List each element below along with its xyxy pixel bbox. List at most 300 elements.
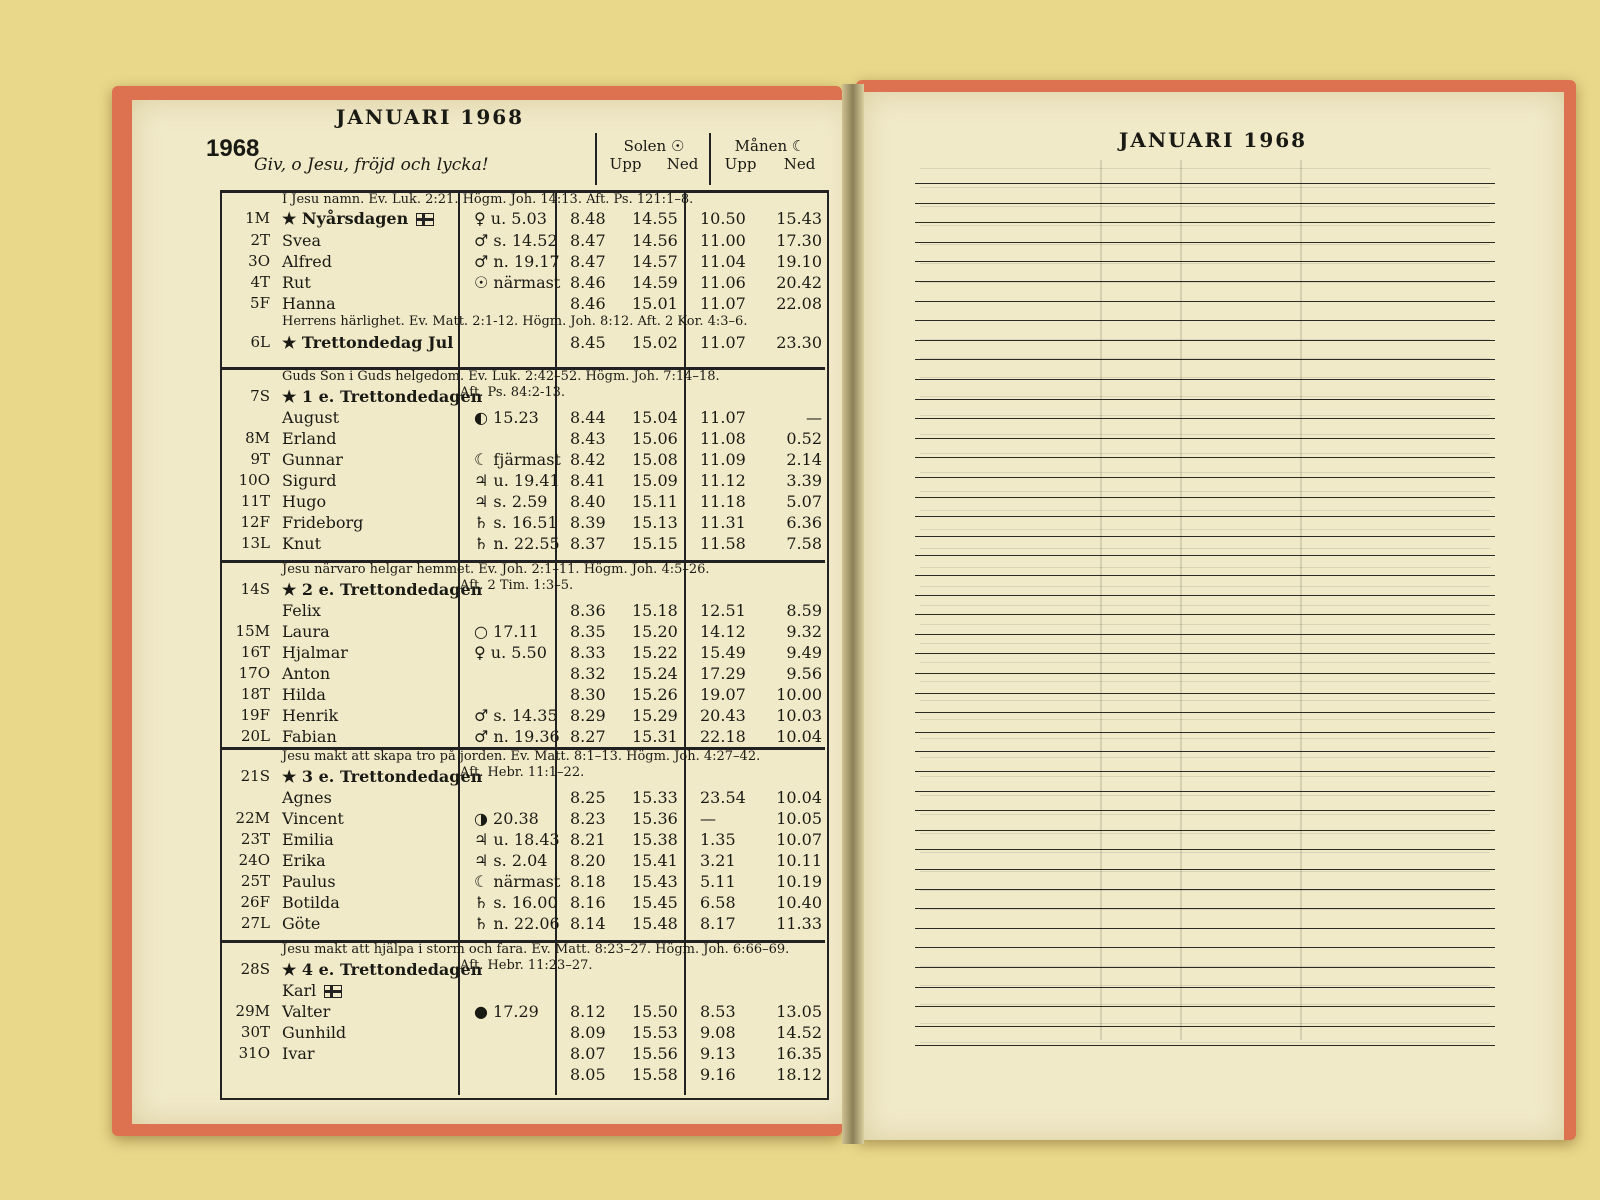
calendar-row xyxy=(220,1043,825,1064)
day-label: 31O xyxy=(238,1044,270,1062)
ruled-line xyxy=(915,751,1495,752)
moonset: 10.40 xyxy=(776,893,822,912)
ruled-line xyxy=(915,712,1495,713)
moonrise: 11.09 xyxy=(700,450,746,469)
sunrise: 8.05 xyxy=(570,1065,606,1084)
name-day: Fabian xyxy=(282,727,337,746)
calendar-row xyxy=(220,1064,825,1085)
ruled-line xyxy=(915,889,1495,890)
name-day: Hilda xyxy=(282,685,326,704)
moonrise: 14.12 xyxy=(700,622,746,641)
ruled-line xyxy=(915,457,1495,458)
sunrise: 8.16 xyxy=(570,893,606,912)
calendar-left xyxy=(206,105,830,1095)
day-label: 24O xyxy=(238,851,270,869)
moonrise: 5.11 xyxy=(700,872,736,891)
name-day: Hugo xyxy=(282,492,327,511)
ruled-line xyxy=(915,261,1495,262)
calendar-row xyxy=(220,913,825,934)
astro-event: ♂ n. 19.36 xyxy=(474,727,560,746)
day-label: 28S xyxy=(240,960,270,978)
day-label: 27L xyxy=(240,914,270,932)
moonrise: 9.13 xyxy=(700,1044,736,1063)
sunrise: 8.09 xyxy=(570,1023,606,1042)
sunrise: 8.33 xyxy=(570,643,606,662)
calendar-row xyxy=(220,230,825,251)
moonset: 8.59 xyxy=(786,601,822,620)
sunrise: 8.30 xyxy=(570,685,606,704)
moonrise: 8.17 xyxy=(700,914,736,933)
name-day: Anton xyxy=(282,664,331,683)
moonset: 9.49 xyxy=(786,643,822,662)
name-day: ★ 4 e. Trettondedagen xyxy=(282,960,483,979)
year-label: 1968 xyxy=(206,135,260,162)
ruled-line xyxy=(915,673,1495,674)
day-label: 5F xyxy=(250,294,270,312)
ruled-line xyxy=(915,575,1495,576)
sunrise: 8.48 xyxy=(570,209,606,228)
calendar-row xyxy=(220,808,825,829)
ruled-line xyxy=(915,359,1495,360)
name-day: ★ Nyårsdagen xyxy=(282,208,434,229)
astro-event: ♃ s. 2.59 xyxy=(474,492,548,511)
name-day: Botilda xyxy=(282,893,340,912)
sunset: 15.18 xyxy=(632,601,678,620)
day-label: 4T xyxy=(250,273,270,291)
astro-event: ♂ s. 14.35 xyxy=(474,706,558,725)
ruled-line xyxy=(915,203,1495,204)
ruled-line xyxy=(915,340,1495,341)
day-label: 1M xyxy=(245,209,270,227)
day-label: 18T xyxy=(240,685,270,703)
moonset: 6.36 xyxy=(786,513,822,532)
ruled-line xyxy=(915,693,1495,694)
book-gutter xyxy=(842,84,864,1144)
sunset: 15.20 xyxy=(632,622,678,641)
moonrise: 15.49 xyxy=(700,643,746,662)
sunrise: 8.07 xyxy=(570,1044,606,1063)
moonrise: 11.04 xyxy=(700,252,746,271)
ruled-line xyxy=(915,830,1495,831)
moonrise: 11.08 xyxy=(700,429,746,448)
day-label: 9T xyxy=(250,450,270,468)
motto: Giv, o Jesu, fröjd och lycka! xyxy=(254,155,489,175)
ruled-line xyxy=(915,222,1495,223)
calendar-row xyxy=(220,663,825,684)
ruled-line xyxy=(915,908,1495,909)
moonset: 2.14 xyxy=(786,450,822,469)
astro-event: ○ 17.11 xyxy=(474,622,539,641)
sunset: 15.58 xyxy=(632,1065,678,1084)
day-label: 12F xyxy=(240,513,270,531)
moonset: 16.35 xyxy=(776,1044,822,1063)
moonrise: 11.07 xyxy=(700,294,746,313)
ruled-line xyxy=(915,242,1495,243)
moonrise: 11.07 xyxy=(700,333,746,352)
name-day: Gunnar xyxy=(282,450,343,469)
calendar-row xyxy=(220,600,825,621)
week-block xyxy=(220,747,825,943)
day-label: 29M xyxy=(235,1002,270,1020)
name-day: Vincent xyxy=(282,809,344,828)
astro-event: ☉ närmast xyxy=(474,273,561,292)
name-day: Emilia xyxy=(282,830,334,849)
moonrise: 19.07 xyxy=(700,685,746,704)
sunset: 15.36 xyxy=(632,809,678,828)
moonrise: 1.35 xyxy=(700,830,736,849)
ruled-line xyxy=(915,536,1495,537)
moonset: 15.43 xyxy=(776,209,822,228)
moonset: 14.52 xyxy=(776,1023,822,1042)
ruled-line xyxy=(915,967,1495,968)
sunrise: 8.29 xyxy=(570,706,606,725)
calendar-row xyxy=(220,579,825,600)
ruled-line xyxy=(915,438,1495,439)
name-day: Valter xyxy=(282,1002,331,1021)
day-label: 2T xyxy=(250,231,270,249)
name-day: ★ 2 e. Trettondedagen xyxy=(282,580,483,599)
name-day: Erland xyxy=(282,429,337,448)
sunset: 14.59 xyxy=(632,273,678,292)
astro-event: ♃ s. 2.04 xyxy=(474,851,548,870)
name-day: Erika xyxy=(282,851,326,870)
day-label: 10O xyxy=(238,471,270,489)
ruled-line xyxy=(915,869,1495,870)
moonrise: 6.58 xyxy=(700,893,736,912)
right-page-title: JANUARI 1968 xyxy=(1118,128,1308,152)
calendar-row xyxy=(220,892,825,913)
page-title: JANUARI 1968 xyxy=(335,105,525,129)
day-label: 8M xyxy=(245,429,270,447)
ruled-line xyxy=(915,497,1495,498)
sunrise: 8.23 xyxy=(570,809,606,828)
calendar-row xyxy=(220,251,825,272)
week-block xyxy=(220,367,825,563)
moonrise: 11.00 xyxy=(700,231,746,250)
moonrise: 8.53 xyxy=(700,1002,736,1021)
moonrise: 11.06 xyxy=(700,273,746,292)
moonset: 9.32 xyxy=(786,622,822,641)
moonrise: 12.51 xyxy=(700,601,746,620)
ruled-line xyxy=(915,418,1495,419)
ruled-line xyxy=(915,555,1495,556)
sunset: 15.50 xyxy=(632,1002,678,1021)
name-day: Rut xyxy=(282,273,311,292)
sunset: 15.02 xyxy=(632,333,678,352)
calendar-row xyxy=(220,871,825,892)
calendar-row xyxy=(220,684,825,705)
astro-event: ♀ u. 5.50 xyxy=(474,643,547,662)
astro-event: ♃ u. 18.43 xyxy=(474,830,560,849)
astro-event: ◐ 15.23 xyxy=(474,408,539,427)
sunset: 15.31 xyxy=(632,727,678,746)
ruled-line xyxy=(915,477,1495,478)
ruled-line xyxy=(915,399,1495,400)
sunset: 15.22 xyxy=(632,643,678,662)
gospel-reference: Jesu närvaro helgar hemmet. Ev. Joh. 2:1–11. Högm. Joh. 4:5–26. xyxy=(282,562,710,577)
ruled-line xyxy=(915,947,1495,948)
flag-icon xyxy=(324,985,342,998)
moonrise: 3.21 xyxy=(700,851,736,870)
sunrise: 8.32 xyxy=(570,664,606,683)
name-day: Alfred xyxy=(282,252,332,271)
sunrise: 8.37 xyxy=(570,534,606,553)
calendar-row xyxy=(220,850,825,871)
sunrise: 8.42 xyxy=(570,450,606,469)
sunset: 15.24 xyxy=(632,664,678,683)
gospel-reference: Guds Son i Guds helgedom. Ev. Luk. 2:42–52. Högm. Joh. 7:14–18. xyxy=(282,369,720,384)
astro-event: ♄ s. 16.51 xyxy=(474,513,558,532)
calendar-row xyxy=(220,491,825,512)
name-day: Hanna xyxy=(282,294,336,313)
name-day: August xyxy=(282,408,340,427)
ruled-line xyxy=(915,732,1495,733)
day-label: 20L xyxy=(240,727,270,745)
ruled-line xyxy=(915,614,1495,615)
sunrise: 8.20 xyxy=(570,851,606,870)
afternoon-reference: Aft. Hebr. 11:23–27. xyxy=(460,958,593,973)
moonset: 22.08 xyxy=(776,294,822,313)
day-label: 13L xyxy=(240,534,270,552)
moonset: 19.10 xyxy=(776,252,822,271)
day-label: 21S xyxy=(240,767,270,785)
calendar-row xyxy=(220,386,825,407)
sunset: 15.06 xyxy=(632,429,678,448)
ruled-line xyxy=(915,281,1495,282)
ruled-line xyxy=(915,791,1495,792)
ruled-line xyxy=(915,771,1495,772)
moonrise: 9.08 xyxy=(700,1023,736,1042)
day-label: 6L xyxy=(250,333,270,351)
sunrise: 8.25 xyxy=(570,788,606,807)
ruled-line xyxy=(915,987,1495,988)
moonset: 13.05 xyxy=(776,1002,822,1021)
moonset: 10.03 xyxy=(776,706,822,725)
moonrise: — xyxy=(700,809,716,828)
day-label: 26F xyxy=(240,893,270,911)
day-label: 15M xyxy=(235,622,270,640)
moonrise: 9.16 xyxy=(700,1065,736,1084)
ruled-line xyxy=(915,183,1495,184)
sunset: 15.53 xyxy=(632,1023,678,1042)
moonrise: 11.31 xyxy=(700,513,746,532)
day-label: 11T xyxy=(240,492,270,510)
sunrise: 8.27 xyxy=(570,727,606,746)
calendar-row xyxy=(220,829,825,850)
moonset: 7.58 xyxy=(786,534,822,553)
gospel-reference: Jesu makt att skapa tro på jorden. Ev. Matt. 8:1–13. Högm. Joh. 4:27–42. xyxy=(282,749,761,764)
moonrise: 11.07 xyxy=(700,408,746,427)
sunset: 15.04 xyxy=(632,408,678,427)
name-day: Paulus xyxy=(282,872,336,891)
sunrise: 8.18 xyxy=(570,872,606,891)
calendar-row xyxy=(220,512,825,533)
sunrise: 8.47 xyxy=(570,231,606,250)
moonrise: 11.58 xyxy=(700,534,746,553)
sunset: 15.38 xyxy=(632,830,678,849)
name-day: ★ 3 e. Trettondedagen xyxy=(282,767,483,786)
moonset: 10.04 xyxy=(776,727,822,746)
calendar-row xyxy=(220,787,825,808)
moonrise: 22.18 xyxy=(700,727,746,746)
astro-event: ☾ närmast xyxy=(474,872,561,891)
sunset: 15.43 xyxy=(632,872,678,891)
sunset: 15.41 xyxy=(632,851,678,870)
name-day: Agnes xyxy=(282,788,332,807)
name-day: Hjalmar xyxy=(282,643,348,662)
sunset: 15.01 xyxy=(632,294,678,313)
sunset: 15.09 xyxy=(632,471,678,490)
astro-event: ● 17.29 xyxy=(474,1002,539,1021)
ruled-line xyxy=(915,849,1495,850)
day-label: 30T xyxy=(240,1023,270,1041)
sunset: 15.56 xyxy=(632,1044,678,1063)
calendar-row xyxy=(220,311,825,332)
sunset: 15.33 xyxy=(632,788,678,807)
sunrise: 8.41 xyxy=(570,471,606,490)
ruled-line xyxy=(915,1006,1495,1007)
calendar-row xyxy=(220,1001,825,1022)
calendar-row xyxy=(220,208,825,229)
sunset: 15.29 xyxy=(632,706,678,725)
day-label: 22M xyxy=(235,809,270,827)
sunrise: 8.14 xyxy=(570,914,606,933)
astro-event: ♄ n. 22.06 xyxy=(474,914,560,933)
afternoon-reference: Aft. 2 Tim. 1:3–5. xyxy=(460,578,574,593)
astro-event: ♄ s. 16.00 xyxy=(474,893,558,912)
flag-icon xyxy=(416,213,434,226)
name-day: Sigurd xyxy=(282,471,337,490)
moonset: — xyxy=(806,408,822,427)
ruled-line xyxy=(915,301,1495,302)
sunrise: 8.12 xyxy=(570,1002,606,1021)
calendar-row xyxy=(220,533,825,554)
sunset: 14.56 xyxy=(632,231,678,250)
calendar-row xyxy=(220,449,825,470)
name-day: ★ 1 e. Trettondedagen xyxy=(282,387,483,406)
calendar-row xyxy=(220,705,825,726)
sunrise: 8.21 xyxy=(570,830,606,849)
day-label: 16T xyxy=(240,643,270,661)
day-label: 14S xyxy=(240,580,270,598)
moonset: 9.56 xyxy=(786,664,822,683)
calendar-row xyxy=(220,407,825,428)
week-block xyxy=(220,560,825,750)
moonset: 11.33 xyxy=(776,914,822,933)
ruled-line xyxy=(915,516,1495,517)
week-block xyxy=(220,940,825,1095)
moonrise: 20.43 xyxy=(700,706,746,725)
name-day: Svea xyxy=(282,231,322,250)
name-day: ★ Trettondedag Jul xyxy=(282,333,454,352)
moonrise: 11.18 xyxy=(700,492,746,511)
sunrise: 8.47 xyxy=(570,252,606,271)
moonset: 20.42 xyxy=(776,273,822,292)
week-block xyxy=(220,190,825,370)
sunrise: 8.36 xyxy=(570,601,606,620)
ruled-line xyxy=(915,595,1495,596)
sunset: 15.45 xyxy=(632,893,678,912)
show-through-print xyxy=(920,150,1490,1050)
astro-event: ◑ 20.38 xyxy=(474,809,539,828)
sunset: 15.13 xyxy=(632,513,678,532)
ruled-line xyxy=(915,320,1495,321)
afternoon-reference: Aft. Hebr. 11:1–22. xyxy=(460,765,585,780)
sunset: 15.48 xyxy=(632,914,678,933)
sunrise: 8.44 xyxy=(570,408,606,427)
astro-event: ♄ n. 22.55 xyxy=(474,534,560,553)
sunset: 14.55 xyxy=(632,209,678,228)
calendar-row xyxy=(220,332,825,353)
sunrise: 8.35 xyxy=(570,622,606,641)
moonset: 10.11 xyxy=(776,851,822,870)
day-label: 17O xyxy=(238,664,270,682)
ruled-line xyxy=(915,1045,1495,1046)
calendar-row xyxy=(220,766,825,787)
name-day: Knut xyxy=(282,534,321,553)
moon-header: Månen ☾ Upp Ned xyxy=(709,133,829,185)
name-day: Ivar xyxy=(282,1044,315,1063)
sunrise: 8.45 xyxy=(570,333,606,352)
astro-event: ☾ fjärmast xyxy=(474,450,561,469)
astro-event: ♃ u. 19.41 xyxy=(474,471,560,490)
sunrise: 8.43 xyxy=(570,429,606,448)
day-label: 23T xyxy=(240,830,270,848)
moonset: 10.04 xyxy=(776,788,822,807)
day-label: 3O xyxy=(248,252,270,270)
moonset: 23.30 xyxy=(776,333,822,352)
calendar-row xyxy=(220,470,825,491)
sunset: 15.15 xyxy=(632,534,678,553)
sunset: 15.11 xyxy=(632,492,678,511)
name-day: Frideborg xyxy=(282,513,364,532)
sunset: 14.57 xyxy=(632,252,678,271)
moonrise: 10.50 xyxy=(700,209,746,228)
calendar-row xyxy=(220,1022,825,1043)
sunset: 15.26 xyxy=(632,685,678,704)
sunset: 15.08 xyxy=(632,450,678,469)
moonset: 18.12 xyxy=(776,1065,822,1084)
calendar-row xyxy=(220,272,825,293)
name-day: Henrik xyxy=(282,706,339,725)
ruled-line xyxy=(915,634,1495,635)
name-day: Gunhild xyxy=(282,1023,347,1042)
calendar-row xyxy=(220,621,825,642)
sunrise: 8.39 xyxy=(570,513,606,532)
gospel-reference: I Jesu namn. Ev. Luk. 2:21. Högm. Joh. 14:13. Aft. Ps. 121:1–8. xyxy=(282,192,694,207)
astro-event: ♂ n. 19.17 xyxy=(474,252,560,271)
astro-event: ♀ u. 5.03 xyxy=(474,209,547,228)
sun-header: Solen ☉ Upp Ned xyxy=(595,133,711,185)
afternoon-reference: Aft. Ps. 84:2-13. xyxy=(460,385,566,400)
ruled-line xyxy=(915,379,1495,380)
name-day: Karl xyxy=(282,980,342,1001)
moonrise: 23.54 xyxy=(700,788,746,807)
calendar-row xyxy=(220,428,825,449)
calendar-row xyxy=(220,959,825,980)
moonset: 17.30 xyxy=(776,231,822,250)
moonset: 10.07 xyxy=(776,830,822,849)
sunrise: 8.46 xyxy=(570,294,606,313)
gospel-reference: Jesu makt att hjälpa i storm och fara. Ev. Matt. 8:23–27. Högm. Joh. 6:66–69. xyxy=(282,942,790,957)
moonset: 10.19 xyxy=(776,872,822,891)
day-label: 19F xyxy=(240,706,270,724)
moonset: 5.07 xyxy=(786,492,822,511)
moonrise: 11.12 xyxy=(700,471,746,490)
ruled-line xyxy=(915,653,1495,654)
moonset: 10.00 xyxy=(776,685,822,704)
name-day: Göte xyxy=(282,914,321,933)
